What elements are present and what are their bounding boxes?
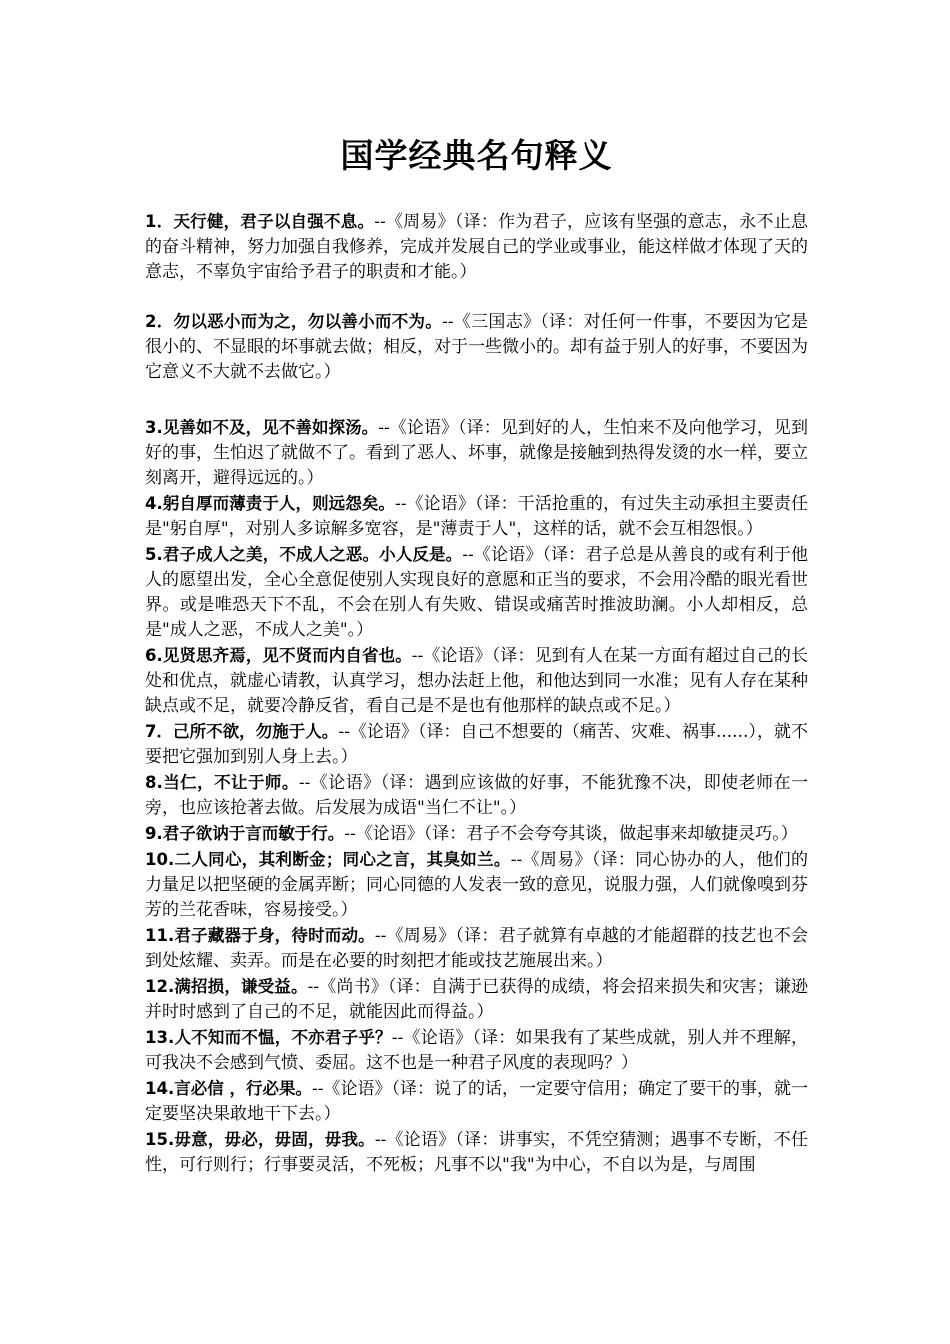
quote-entry	[145, 1127, 808, 1178]
quote-source: --《周易》	[374, 212, 455, 232]
quote-entry	[145, 821, 808, 847]
quote-entry	[145, 923, 808, 974]
quote-source: --《论语》	[378, 418, 459, 438]
quote-translation: （译：自满于已获得的成绩，将会招来损失和灾害；谦逊并时时感到了自己的不足，就能因此而得益。）	[145, 977, 808, 1022]
quote-text: 1．天行健，君子以自强不息。	[145, 212, 375, 231]
quote-text: 6.见贤思齐焉，见不贤而内自省也。	[145, 646, 412, 665]
quote-source: --《尚书》	[307, 977, 388, 997]
quote-text: 10.二人同心，其利断金；同心之言，其臭如兰。	[145, 850, 511, 869]
page-title: 国学经典名句释义	[340, 136, 613, 175]
quote-translation: （译：讲事实，不凭空猜测；遇事不专断，不任性，可行则行；行事要灵活，不死板；凡事不以"我"为中心，不自以为是，与周围	[145, 1130, 808, 1175]
quote-entry	[145, 1025, 808, 1076]
quote-translation: （译：君子就算有卓越的才能超群的技艺也不会到处炫耀、卖弄。而是在必要的时刻把才能或技艺施展出来。）	[145, 926, 808, 971]
quote-translation: （译：见到好的人，生怕来不及向他学习，见到好的事，生怕迟了就做不了。看到了恶人、坏事，就像是接触到热得发烫的水一样，要立刻离开，避得远远的。）	[145, 418, 809, 488]
quote-entry	[145, 542, 808, 643]
quote-source: --《论语》	[462, 545, 543, 565]
quote-text: 2．勿以恶小而为之，勿以善小而不为。	[145, 312, 443, 331]
quote-text: 11.君子藏器于身，待时而动。	[145, 926, 375, 945]
quote-source: --《周易》	[374, 926, 456, 946]
quote-source: --《论语》	[298, 773, 381, 793]
quote-source: --《论语》	[395, 494, 475, 514]
quote-text: 5.君子成人之美，不成人之恶。小人反是。	[145, 545, 463, 564]
quote-translation: （译：见到有人在某一方面有超过自己的长处和优点，就虚心请教，认真学习，想办法赶上他，和他达到同一水准；见有人存在某种缺点或不足，就要冷静反省，看自己是不是也有他那样的缺点或不足。）	[145, 646, 809, 716]
quote-translation: （译：对任何一件事，不要因为它是很小的、不显眼的坏事就去做；相反，对于一些微小的。却有益于别人的好事，不要因为它意义不大就不去做它。）	[145, 312, 809, 382]
quote-text: 13.人不知而不愠，不亦君子乎？	[145, 1028, 392, 1047]
quote-source: --《三国志》	[442, 312, 541, 332]
quote-entry	[145, 643, 808, 719]
quote-entry	[145, 1076, 808, 1127]
quote-text: 7．己所不欲，勿施于人。	[145, 722, 339, 741]
quote-translation: （译：如果我有了某些成就，别人并不理解，可我决不会感到气愤、委屈。这不也是一种君子风度的表现吗？）	[145, 1028, 808, 1073]
quote-translation: （译：作为君子，应该有坚强的意志，永不止息的奋斗精神，努力加强自我修养，完成并发展自己的学业或事业，能这样做才体现了天的意志，不辜负宇宙给予君子的职责和才能。）	[145, 212, 808, 282]
quote-entry	[145, 719, 808, 770]
quote-source: --《论语》	[411, 646, 492, 666]
quote-translation: （译：自己不想要的（痛苦、灾难、祸事......），就不要把它强加到别人身上去。）	[145, 722, 809, 767]
quote-text: 3.见善如不及，见不善如探汤。	[145, 418, 379, 437]
quote-entry	[145, 309, 808, 385]
quote-source: --《论语》	[338, 722, 418, 742]
quote-entry	[145, 491, 808, 542]
quote-text: 14.言必信 ，行必果。	[145, 1079, 312, 1098]
quote-list	[145, 209, 808, 1178]
quote-text: 4.躬自厚而薄责于人，则远怨矣。	[145, 494, 395, 513]
quote-translation: （译：君子总是从善良的或有利于他人的愿望出发，全心全意促使别人实现良好的意愿和正当的要求，不会用冷酷的眼光看世界。或是唯恐天下不乱，不会在别人有失败、错误或痛苦时推波助澜。小人却相反，总是"成人之恶，不成人之美"。）	[145, 545, 809, 640]
quote-entry	[145, 770, 808, 821]
quote-translation: （译：遇到应该做的好事，不能犹豫不决，即使老师在一旁，也应该抢著去做。后发展为成语"当仁不让"。）	[145, 773, 809, 818]
quote-source: --《论语》	[311, 1079, 392, 1099]
quote-source: --《周易》	[510, 850, 592, 870]
quote-translation: （译：说了的话，一定要守信用；确定了要干的事，就一定要坚决果敢地干下去。）	[145, 1079, 808, 1124]
quote-text: 8.当仁，不让于师。	[145, 773, 299, 792]
quote-entry	[145, 847, 808, 923]
quote-source: --《论语》	[391, 1028, 473, 1048]
quote-entry	[145, 209, 808, 285]
quote-entry	[145, 974, 808, 1025]
quote-entry	[145, 415, 808, 491]
quote-source: --《论语》	[344, 824, 424, 844]
quote-translation: （译：干活抢重的，有过失主动承担主要责任是"躬自厚"，对别人多谅解多宽容，是"薄责于人"，这样的话，就不会互相怨恨。）	[145, 494, 808, 539]
quote-text: 15.毋意，毋必，毋固，毋我。	[145, 1130, 375, 1149]
quote-text: 12.满招损，谦受益。	[145, 977, 308, 996]
quote-text: 9.君子欲讷于言而敏于行。	[145, 824, 345, 843]
quote-translation: （译：同心协办的人，他们的力量足以把坚硬的金属弄断；同心同德的人发表一致的意见，说服力强，人们就像嗅到芬芳的兰花香味，容易接受。）	[145, 850, 808, 920]
quote-source: --《论语》	[374, 1130, 456, 1150]
quote-translation: （译：君子不会夸夸其谈，做起事来却敏捷灵巧。）	[423, 824, 798, 844]
